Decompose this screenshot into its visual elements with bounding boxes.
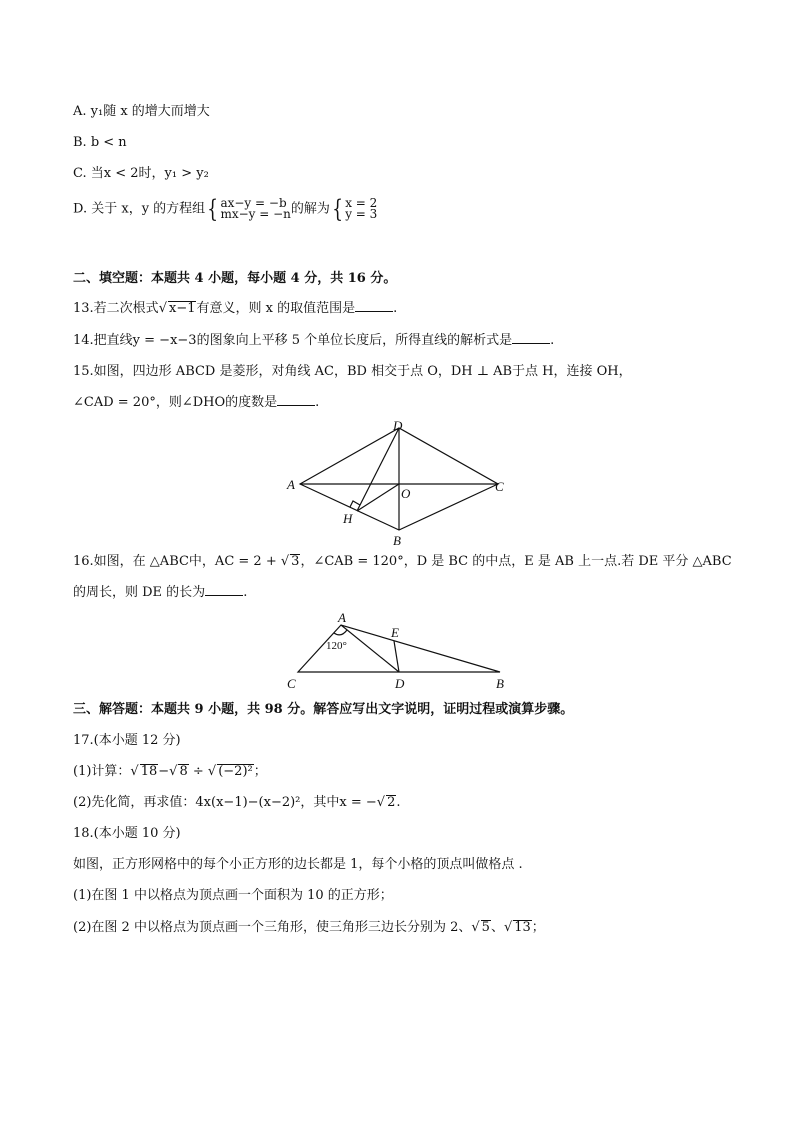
question-17-part-2	[73, 793, 401, 813]
q17-1-radicand-1: 18	[140, 764, 158, 779]
question-17-title: 17.(本小题 12 分)	[73, 733, 181, 748]
option-d-mid: 的解为	[290, 201, 330, 217]
answer-blank	[277, 393, 315, 406]
label-h: H	[343, 511, 353, 526]
question-17-part-1	[73, 762, 267, 782]
q17-1-radicand-2: 8	[179, 764, 188, 779]
solution-1: x = 2	[345, 196, 378, 210]
label-c: C	[495, 479, 504, 494]
question-18-part-1: (1)在图 1 中以格点为顶点画一个面积为 10 的正方形；	[73, 888, 393, 903]
option-a: A. y₁随 x 的增大而增大	[73, 104, 210, 119]
label-a: A	[287, 477, 295, 492]
q16-text: 的周长，则 DE 的长为	[73, 585, 206, 600]
sqrt-icon: √	[503, 920, 513, 935]
q18-2-radicand-2: 13	[514, 920, 531, 935]
q15-text: ∠CAD = 20°，则∠DHO的度数是	[73, 395, 278, 410]
sqrt-icon: √	[207, 764, 217, 779]
q16-radicand: 3	[291, 554, 300, 569]
q17-1-end: ；	[253, 764, 267, 779]
question-13: 13.若二次根式√ x−1有意义，则 x 的取值范围是 .	[73, 301, 398, 316]
sqrt-icon: √	[376, 795, 386, 810]
question-18-title: 18.(本小题 10 分)	[73, 826, 181, 841]
q17-2-end: .	[396, 795, 401, 810]
label-b: B	[496, 676, 504, 691]
answer-blank	[205, 583, 243, 596]
label-e: E	[391, 625, 399, 640]
label-d: D	[395, 676, 405, 691]
section-2-heading: 二、填空题：本题共 4 小题，每小题 4 分，共 16 分。	[73, 271, 397, 286]
answer-blank	[355, 299, 393, 312]
q17-1-divide: ÷	[188, 764, 208, 779]
triangle-figure	[280, 608, 520, 692]
q13-prefix: 13.若二次根式	[73, 301, 159, 316]
q17-2-radicand: 2	[387, 795, 396, 810]
q17-1-radicand-3: (−2)²	[218, 764, 253, 779]
option-b: B. b < n	[73, 135, 127, 150]
q14-text: 14.把直线y = −x−3的图象向上平移 5 个单位长度后，所得直线的解析式是	[73, 333, 513, 348]
answer-blank	[512, 331, 550, 344]
sqrt-icon: √	[158, 301, 167, 316]
question-15-line-2: ∠CAD = 20°，则∠DHO的度数是 .	[73, 395, 320, 410]
label-d: D	[393, 418, 403, 433]
q18-2-prefix: (2)在图 2 中以格点为顶点画一个三角形，使三角形三边长分别为 2、	[73, 920, 472, 935]
q16-prefix: 16.如图，在 △ABC中，AC = 2 +	[73, 554, 281, 569]
question-15-line-1: 15.如图，四边形 ABCD 是菱形，对角线 AC，BD 相交于点 O，DH ⊥ AB于点 H，连接 OH，	[73, 364, 632, 379]
equation-system	[220, 198, 290, 220]
section-3-heading: 三、解答题：本题共 9 小题，共 98 分。解答应写出文字说明，证明过程或演算步骤。	[73, 702, 574, 717]
sqrt-icon: √	[130, 764, 139, 779]
label-o: O	[401, 486, 411, 501]
label-b: B	[393, 533, 401, 548]
question-16-line-2: 的周长，则 DE 的长为 .	[73, 585, 248, 600]
q13-radicand: x−1	[168, 301, 196, 316]
q13-suffix: 有意义，则 x 的取值范围是	[196, 301, 356, 316]
sqrt-icon: √	[280, 554, 290, 569]
rhombus-figure	[280, 416, 520, 552]
segment-de	[394, 641, 399, 672]
q16-suffix: ，∠CAB = 120°，D 是 BC 的中点，E 是 AB 上一点.若 DE 平分 △ABC	[300, 554, 732, 569]
question-18-intro: 如图，正方形网格中的每个小正方形的边长都是 1，每个小格的顶点叫做格点 .	[73, 857, 523, 872]
q17-1-minus: −	[158, 764, 170, 779]
option-c: C. 当x < 2时，y₁ > y₂	[73, 166, 209, 181]
q18-2-radicand-1: 5	[481, 920, 490, 935]
sqrt-icon: √	[169, 764, 178, 779]
right-angle-mark	[350, 501, 360, 507]
brace-icon: {	[332, 195, 343, 223]
q17-1-prefix: (1)计算：	[73, 764, 131, 779]
label-a: A	[338, 610, 346, 625]
equation-1: ax−y = −b	[220, 196, 287, 210]
q17-2-prefix: (2)先化简，再求值：4x(x−1)−(x−2)²，其中x = −	[73, 795, 377, 810]
solution-system	[345, 198, 377, 220]
option-d	[73, 195, 378, 223]
question-16-line-1	[73, 552, 732, 572]
sqrt-icon: √	[471, 920, 480, 935]
question-18-part-2	[73, 918, 545, 938]
equation-2: mx−y = −n	[220, 207, 291, 221]
brace-icon: {	[207, 195, 219, 223]
option-d-prefix: D. 关于 x，y 的方程组	[73, 201, 206, 217]
label-c: C	[287, 676, 296, 691]
q18-2-end: ；	[531, 920, 545, 935]
question-14: 14.把直线y = −x−3的图象向上平移 5 个单位长度后，所得直线的解析式是 .	[73, 333, 555, 348]
q18-2-separator: 、	[490, 920, 504, 935]
angle-label: 120°	[326, 640, 347, 652]
solution-2: y = 3	[345, 207, 378, 221]
